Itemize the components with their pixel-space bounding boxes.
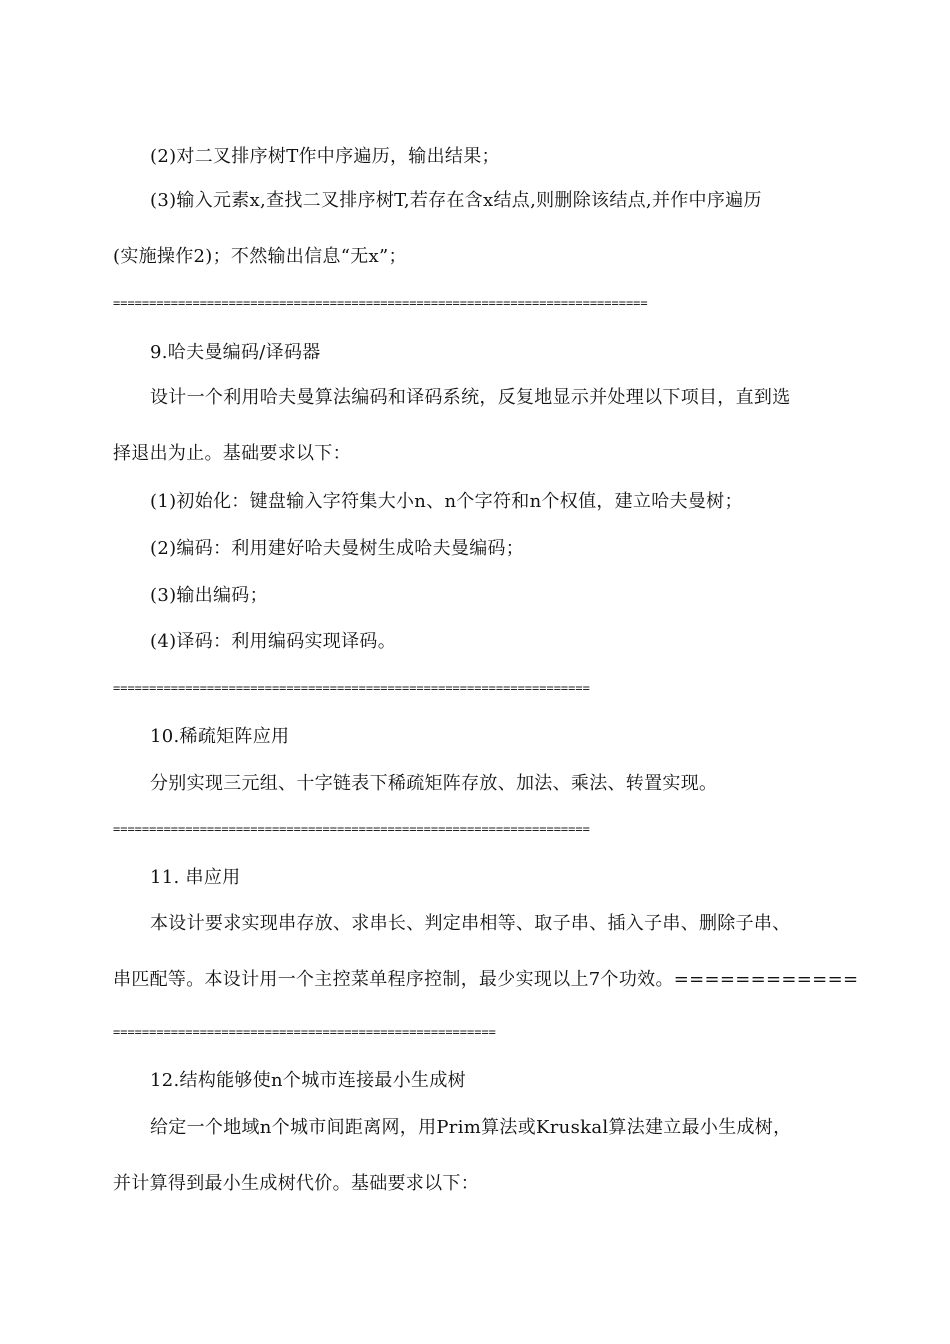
section-heading-huffman: 9.哈夫曼编码/译码器 (150, 342, 321, 363)
paragraph-huffman-decode: (4)译码：利用编码实现译码。 (150, 631, 396, 652)
paragraph-huffman-output: (3)输出编码； (150, 585, 268, 606)
separator-line: ================================================================== (113, 822, 590, 836)
paragraph-huffman-encode: (2)编码：利用建好哈夫曼树生成哈夫曼编码； (150, 538, 525, 559)
paragraph-mst-intro-cont: 并计算得到最小生成树代价。基础要求以下： (113, 1173, 479, 1194)
separator-line: ========================================================================== (113, 296, 648, 310)
paragraph-huffman-intro: 设计一个利用哈夫曼算法编码和译码系统，反复地显示并处理以下项目，直到选 (150, 387, 791, 408)
paragraph-huffman-intro-cont: 择退出为止。基础要求以下： (113, 443, 351, 464)
paragraph-mst-intro: 给定一个地域n个城市间距离网，用Prim算法或Kruskal算法建立最小生成树， (150, 1117, 792, 1138)
separator-line: ===================================================== (113, 1025, 496, 1039)
paragraph-string-intro-cont: 串匹配等。本设计用一个主控菜单程序控制，最少实现以上7个功效。============ (113, 969, 859, 990)
paragraph-search-delete-cont: (实施操作2)；不然输出信息“无x”； (113, 246, 407, 267)
separator-line: ================================================================== (113, 681, 590, 695)
paragraph-huffman-init: (1)初始化：键盘输入字符集大小n、n个字符和n个权值，建立哈夫曼树； (150, 491, 743, 512)
paragraph-search-delete: (3)输入元素x,查找二叉排序树T,若存在含x结点,则删除该结点,并作中序遍历 (150, 190, 762, 211)
paragraph-inorder-traversal: (2)对二叉排序树T作中序遍历，输出结果； (150, 146, 500, 167)
section-heading-string: 11. 串应用 (150, 867, 241, 888)
section-heading-mst: 12.结构能够使n个城市连接最小生成树 (150, 1070, 466, 1091)
paragraph-string-intro: 本设计要求实现串存放、求串长、判定串相等、取子串、插入子串、删除子串、 (150, 913, 791, 934)
paragraph-sparse-matrix: 分别实现三元组、十字链表下稀疏矩阵存放、加法、乘法、转置实现。 (150, 773, 718, 794)
section-heading-sparse-matrix: 10.稀疏矩阵应用 (150, 726, 290, 747)
